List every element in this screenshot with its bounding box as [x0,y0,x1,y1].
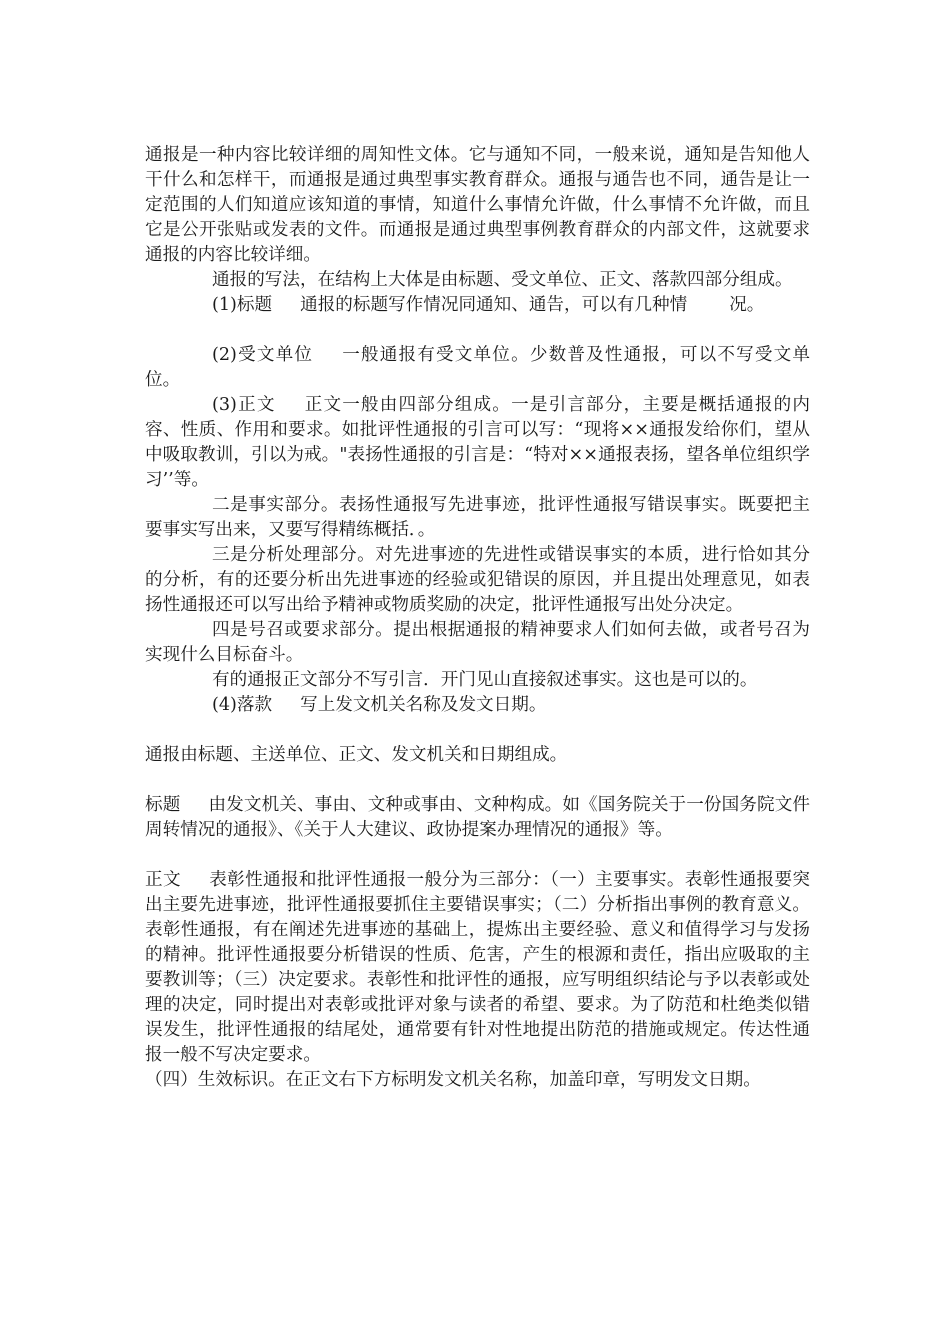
item-body-paragraph [145,393,810,493]
item-signoff-paragraph [145,693,810,718]
body-section-paragraph [145,868,810,1068]
effect-paragraph: （四）生效标识。在正文右下方标明发文机关名称，加盖印章，写明发文日期。 [145,1070,761,1090]
item-recipient-text: 一般通报有受文单位。少数普及性通报，可以不写受文单位。 [145,345,810,390]
item-title-text: 通报的标题写作情况同通知、通告，可以有几种情 [300,295,688,315]
body-section-text: 表彰性通报和批评性通报一般分为三部分：（一）主要事实。表彰性通报要突出主要先进事迹，批评性通报要抓住主要错误事实；（二）分析指出事例的教育意义。表彰性通报，有在阐述先进事迹的基础上，提炼出主要经验、意义和值得学习与发扬的精神。批评性通报要分析错误的性质、危害，产生的根源和责任，指出应吸取的主要教训等；（三）决定要求。表彰性和批评性的通报，应写明组织结论与予以表彰或处理的决定，同时提出对表彰或批评对象与读者的希望、要求。为了防范和杜绝类似错误发生，批评性通报的结尾处，通常要有针对性地提出防范的措施或规定。传达性通报一般不写决定要求。 [145,870,810,1065]
document-page [145,143,810,1093]
blank-line [145,318,810,343]
item-title-heading: (1)标题 [212,295,273,315]
structure-paragraph: 通报的写法，在结构上大体是由标题、受文单位、正文、落款四部分组成。 [212,270,793,290]
item-recipient-paragraph [145,343,810,393]
part-four-paragraph: 四是号召或要求部分。提出根据通报的精神要求人们如何去做，或者号召为实现什么目标奋斗。 [145,620,810,665]
item-signoff-text: 写上发文机关名称及发文日期。 [300,695,547,715]
item-title-paragraph [145,293,810,318]
part-three-paragraph: 三是分析处理部分。对先进事迹的先进性或错误事实的本质，进行恰如其分的分析，有的还要分析出先进事迹的经验或犯错误的原因，并且提出处理意见，如表扬性通报还可以写出给予精神或物质奖励的决定，批评性通报写出处分决定。 [145,545,810,615]
item-recipient-heading: (2)受文单位 [212,345,314,365]
item-body-heading: (3)正文 [212,395,276,415]
composition-paragraph: 通报由标题、主送单位、正文、发文机关和日期组成。 [145,745,568,765]
item-signoff-heading: (4)落款 [212,695,273,715]
item-title-text-end: 况。 [729,295,765,315]
blank-line [145,843,810,868]
blank-line [145,718,810,743]
title-section-text: 由发文机关、事由、文种或事由、文种构成。如《国务院关于一份国务院文件周转情况的通报》、《关于人大建议、政协提案办理情况的通报》等。 [145,795,810,840]
title-section-heading: 标题 [145,795,181,815]
blank-line [145,768,810,793]
title-section-paragraph [145,793,810,843]
item-body-text: 正文一般由四部分组成。一是引言部分，主要是概括通报的内容、性质、作用和要求。如批评性通报的引言可以写：“现将××通报发给你们，望从中吸取教训，引以为戒。"表扬性通报的引言是：“特对××通报表扬，望各单位组织学习’’等。 [145,395,810,490]
body-section-heading: 正文 [145,870,181,890]
part-two-paragraph: 二是事实部分。表扬性通报写先进事迹，批评性通报写错误事实。既要把主要事实写出来，又要写得精练概括．。 [145,495,810,540]
note-paragraph: 有的通报正文部分不写引言．开门见山直接叙述事实。这也是可以的。 [212,670,758,690]
intro-paragraph: 通报是一种内容比较详细的周知性文体。它与通知不同，一般来说，通知是告知他人干什么和怎样干，而通报是通过典型事实教育群众。通报与通告也不同，通告是让一定范围的人们知道应该知道的事情，知道什么事情允许做，什么事情不允许做，而且它是公开张贴或发表的文件。而通报是通过典型事例教育群众的内部文件，这就要求通报的内容比较详细。 [145,145,810,265]
